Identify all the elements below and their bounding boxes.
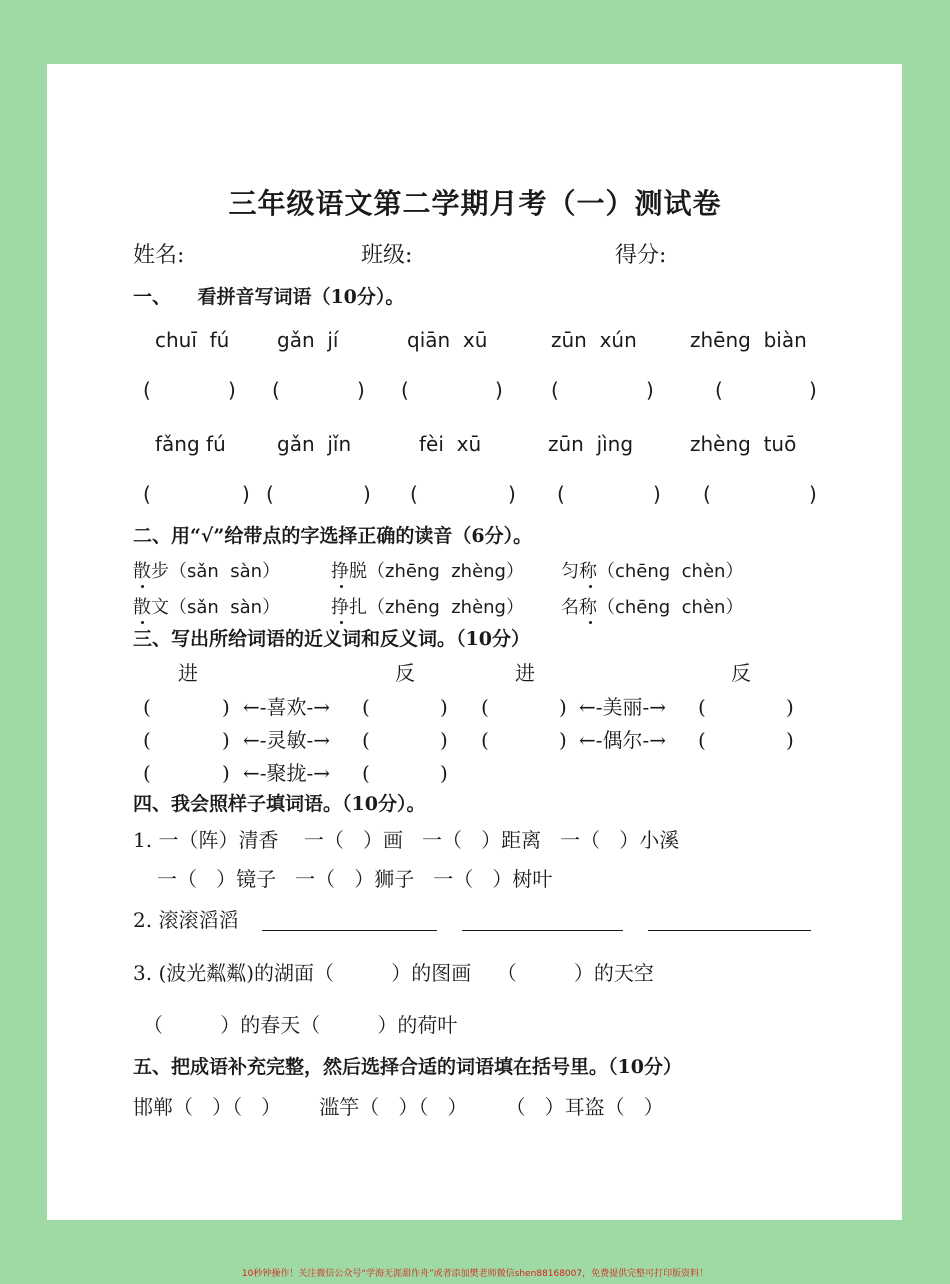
modifier-line2: （ ）的春天（ ）的荷叶 (143, 1013, 458, 1037)
synonym-label: 进 (515, 661, 535, 685)
answer-paren-open: ( (143, 761, 151, 785)
answer-paren-close: ) (222, 761, 230, 785)
answer-paren-close: ) (228, 378, 236, 402)
word-item: ←-灵敏-→ (243, 728, 331, 752)
answer-paren-open: ( (703, 482, 711, 506)
pattern-words-label: 2. 滚滚滔滔 (133, 908, 239, 932)
measure-words-line2: 一（ ）镜子 一（ ）狮子 一（ ）树叶 (157, 867, 553, 891)
footer-notice: 10秒钟操作！关注微信公众号“学海无涯甜作舟”或者添加樊老师微信shen88168007，免费提供完整可打印版资料！ (241, 1269, 709, 1279)
answer-paren-close: ) (495, 378, 503, 402)
synonym-label: 进 (178, 661, 198, 685)
emphasis-dot (141, 621, 144, 624)
answer-paren-open: ( (143, 728, 151, 752)
emphasis-dot (589, 585, 592, 588)
answer-paren-close: ) (786, 728, 794, 752)
answer-paren-open: ( (551, 378, 559, 402)
reading-item: 挣扎（zhēng zhèng） (331, 597, 524, 618)
word-item: ←-喜欢-→ (243, 695, 331, 719)
answer-paren-open: ( (143, 695, 151, 719)
answer-paren-close: ) (440, 695, 448, 719)
answer-paren-open: ( (698, 695, 706, 719)
reading-item: 散步（sǎn sàn） (133, 561, 281, 582)
answer-paren-close: ) (440, 728, 448, 752)
answer-paren-close: ) (222, 695, 230, 719)
pinyin-item: chuī fú (155, 328, 230, 352)
antonym-label: 反 (395, 661, 415, 685)
answer-paren-close: ) (440, 761, 448, 785)
answer-paren-close: ) (646, 378, 654, 402)
section5-title: 五、把成语补充完整，然后选择合适的词语填在括号里。（10分） (133, 1056, 682, 1078)
answer-paren-open: ( (362, 728, 370, 752)
answer-paren-close: ) (786, 695, 794, 719)
answer-paren-open: ( (557, 482, 565, 506)
answer-paren-open: ( (272, 378, 280, 402)
answer-paren-open: ( (401, 378, 409, 402)
answer-paren-open: ( (715, 378, 723, 402)
measure-words-line1: 1. 一（阵）清香 一（ ）画 一（ ）距离 一（ ）小溪 (133, 828, 680, 852)
pinyin-item: fǎng fú (155, 432, 226, 456)
answer-paren-open: ( (143, 378, 151, 402)
answer-paren-close: ) (559, 728, 567, 752)
answer-paren-open: ( (481, 728, 489, 752)
section3-title: 三、写出所给词语的近义词和反义词。（10分） (133, 628, 530, 650)
answer-paren-close: ) (222, 728, 230, 752)
pinyin-item: gǎn jǐn (277, 432, 352, 456)
answer-line (462, 930, 623, 931)
score-label: 得分: (615, 243, 667, 268)
answer-paren-open: ( (266, 482, 274, 506)
reading-item: 散文（sǎn sàn） (133, 597, 281, 618)
answer-paren-open: ( (143, 482, 151, 506)
page-title: 三年级语文第二学期月考（一）测试卷 (228, 187, 722, 220)
answer-paren-open: ( (698, 728, 706, 752)
word-item: ←-美丽-→ (579, 695, 667, 719)
answer-line (648, 930, 811, 931)
reading-item: 名称（chēng chèn） (561, 597, 744, 618)
section4-title: 四、我会照样子填词语。（10分）。 (133, 793, 426, 815)
answer-paren-close: ) (809, 482, 817, 506)
emphasis-dot (589, 621, 592, 624)
emphasis-dot (141, 585, 144, 588)
word-item: ←-偶尔-→ (579, 728, 667, 752)
word-item: ←-聚拢-→ (243, 761, 331, 785)
section1-title: 一、 看拼音写词语（10分）。 (133, 286, 405, 308)
pinyin-item: gǎn jí (277, 328, 339, 352)
pinyin-item: qiān xū (407, 328, 488, 352)
answer-paren-close: ) (653, 482, 661, 506)
section2-title: 二、用“√”给带点的字选择正确的读音（6分）。 (133, 525, 533, 547)
answer-paren-close: ) (357, 378, 365, 402)
answer-paren-close: ) (809, 378, 817, 402)
answer-paren-close: ) (242, 482, 250, 506)
modifier-line1: 3. (波光粼粼)的湖面（ ）的图画 （ ）的天空 (133, 961, 654, 985)
answer-paren-open: ( (481, 695, 489, 719)
pinyin-item: fèi xū (419, 432, 482, 456)
idioms-line: 邯郸（ ）（ ） 滥竽（ ）（ ） （ ）耳盗（ ） (133, 1095, 664, 1119)
answer-paren-open: ( (362, 761, 370, 785)
answer-paren-close: ) (363, 482, 371, 506)
antonym-label: 反 (731, 661, 751, 685)
pinyin-item: zūn xún (551, 328, 637, 352)
answer-paren-open: ( (362, 695, 370, 719)
name-label: 姓名: (133, 243, 185, 268)
reading-item: 匀称（chēng chèn） (561, 561, 744, 582)
answer-paren-close: ) (559, 695, 567, 719)
emphasis-dot (340, 585, 343, 588)
answer-paren-open: ( (410, 482, 418, 506)
class-label: 班级: (361, 243, 413, 268)
answer-paren-close: ) (508, 482, 516, 506)
reading-item: 挣脱（zhēng zhèng） (331, 561, 524, 582)
pinyin-item: zhèng tuō (690, 432, 797, 456)
answer-line (262, 930, 437, 931)
emphasis-dot (340, 621, 343, 624)
pinyin-item: zūn jìng (548, 432, 634, 456)
pinyin-item: zhēng biàn (690, 328, 807, 352)
